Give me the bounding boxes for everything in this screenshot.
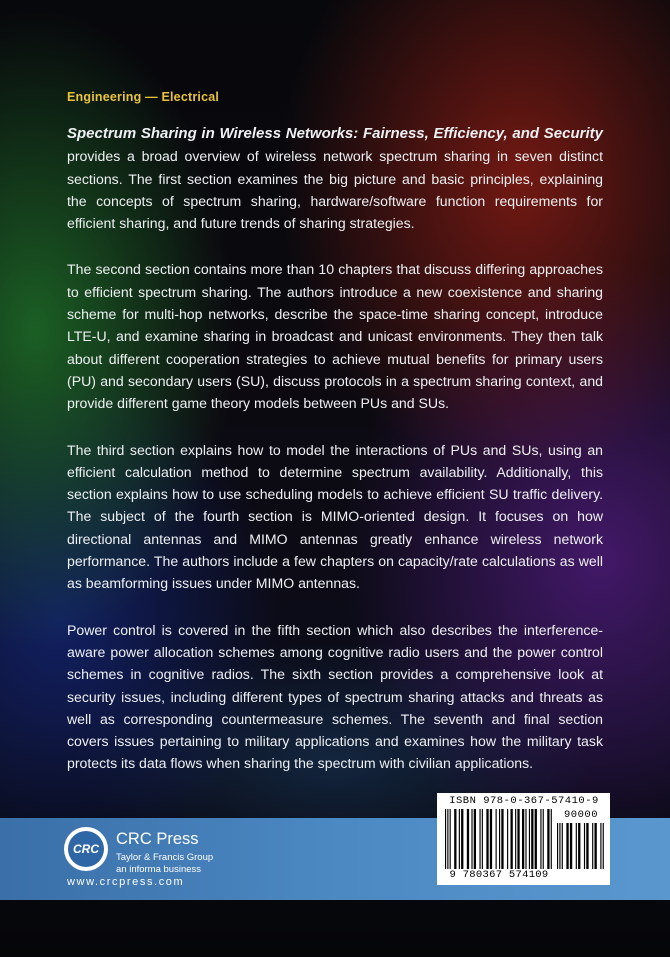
barcode-bar	[531, 809, 533, 869]
barcode-bar	[510, 809, 512, 869]
crc-logo-icon	[64, 827, 108, 871]
crc-logo-text: CRC	[68, 831, 104, 867]
isbn-number: ISBN 978-0-367-57410-9	[449, 795, 599, 807]
barcode-bar	[450, 809, 451, 869]
barcode-bar	[496, 809, 497, 869]
description-paragraph-3: The third section explains how to model the interactions of PUs and SUs, using an efficient calculation method to determine spectrum availability. Additionally, this section explains how to use scheduling models to achieve efficient SU traffic delivery. The subject of the fourth section is MIMO-oriented design. It focuses on how directional antennas and MIMO antennas greatly enhance wireless network performance. The authors include a few chapters on capacity/rate calculations as well as beamforming issues under MIMO antennas.	[67, 441, 603, 592]
barcode-bar	[490, 809, 492, 869]
publisher-informa: an informa business	[116, 864, 202, 875]
publisher-tagline	[116, 852, 213, 876]
barcode-bar	[471, 809, 472, 869]
barcode-bar	[594, 823, 596, 869]
category-label: Engineering — Electrical	[67, 90, 220, 104]
book-title: Spectrum Sharing in Wireless Networks: Fairness, Efficiency, and Security	[67, 125, 603, 142]
description-paragraph-4: Power control is covered in the fifth section which also describes the interference-aware power allocation schemes among cognitive radio users and the power control schemes in cognitive radios. The sixth section provides a comprehensive look at security issues, including different types of spectrum sharing attacks and threats as well as corresponding countermeasure schemes. The seventh and final section covers issues pertaining to military applications and examines how the military task protects its data flows when sharing the spectrum with civilian applications.	[67, 621, 603, 772]
barcode-bar	[447, 809, 448, 869]
barcode-bar	[461, 809, 463, 869]
barcode-bar	[559, 823, 560, 869]
isbn-barcode	[437, 793, 610, 885]
barcode-bar	[486, 809, 488, 869]
barcode-bar	[454, 809, 456, 869]
barcode-bar	[600, 823, 601, 869]
barcode-bar	[515, 809, 516, 869]
barcode-bar	[479, 809, 480, 869]
barcode-bar	[570, 823, 572, 869]
barcode-bar	[522, 809, 524, 869]
barcode-bar	[603, 823, 604, 869]
barcode-bar	[551, 809, 552, 869]
barcode-bar	[543, 809, 544, 869]
barcode-bar	[586, 823, 588, 869]
ean-barcode-bars	[445, 809, 553, 869]
barcode-bar	[562, 823, 563, 869]
publisher-group: Taylor & Francis Group	[116, 852, 214, 863]
barcode-bar	[584, 823, 585, 869]
barcode-bar	[482, 809, 483, 869]
barcode-bar	[529, 809, 530, 869]
barcode-bar	[459, 809, 460, 869]
barcode-bar	[507, 809, 508, 869]
barcode-bar	[592, 823, 593, 869]
book-description	[67, 122, 603, 799]
barcode-bar	[540, 809, 541, 869]
barcode-bar	[501, 809, 503, 869]
barcode-bar	[474, 809, 476, 869]
description-paragraph-2: The second section contains more than 10 chapters that discuss differing approaches to efficient spectrum sharing. The authors introduce a new coexistence and sharing scheme for multi-hop networks, describe the space-time sharing concept, introduce LTE-U, and examine sharing in broadcast and unicast environments. They then talk about different cooperation strategies to achieve mutual benefits for primary users (PU) and secondary users (SU), discuss protocols in a spectrum sharing context, and provide different game theory models between PUs and SUs.	[67, 261, 603, 412]
barcode-bar	[566, 823, 568, 869]
description-paragraph-1	[67, 122, 603, 234]
publisher-name: CRC Press	[116, 830, 199, 848]
addon-barcode-bars	[557, 823, 605, 869]
publisher-website-link[interactable]: www.crcpress.com	[67, 876, 185, 888]
price-addon-digits: 90000	[563, 809, 598, 821]
barcode-bar	[499, 809, 500, 869]
barcode-bar	[535, 809, 537, 869]
barcode-bar	[525, 809, 526, 869]
ean-digits: 9 780367 574109	[449, 869, 549, 881]
barcode-bar	[557, 823, 558, 869]
paragraph-1-text: provides a broad overview of wireless network spectrum sharing in seven distinct sections. The first section examines the big picture and basic principles, explaining the concepts of spectrum sharing, hardware/software function requirements for efficient sharing, and future trends of sharing strategies.	[67, 148, 603, 232]
barcode-bar	[576, 823, 577, 869]
barcode-bar	[517, 809, 519, 869]
barcode-bar	[547, 809, 549, 869]
barcode-bar	[578, 823, 580, 869]
barcode-bar	[445, 809, 446, 869]
barcode-bar	[467, 809, 469, 869]
